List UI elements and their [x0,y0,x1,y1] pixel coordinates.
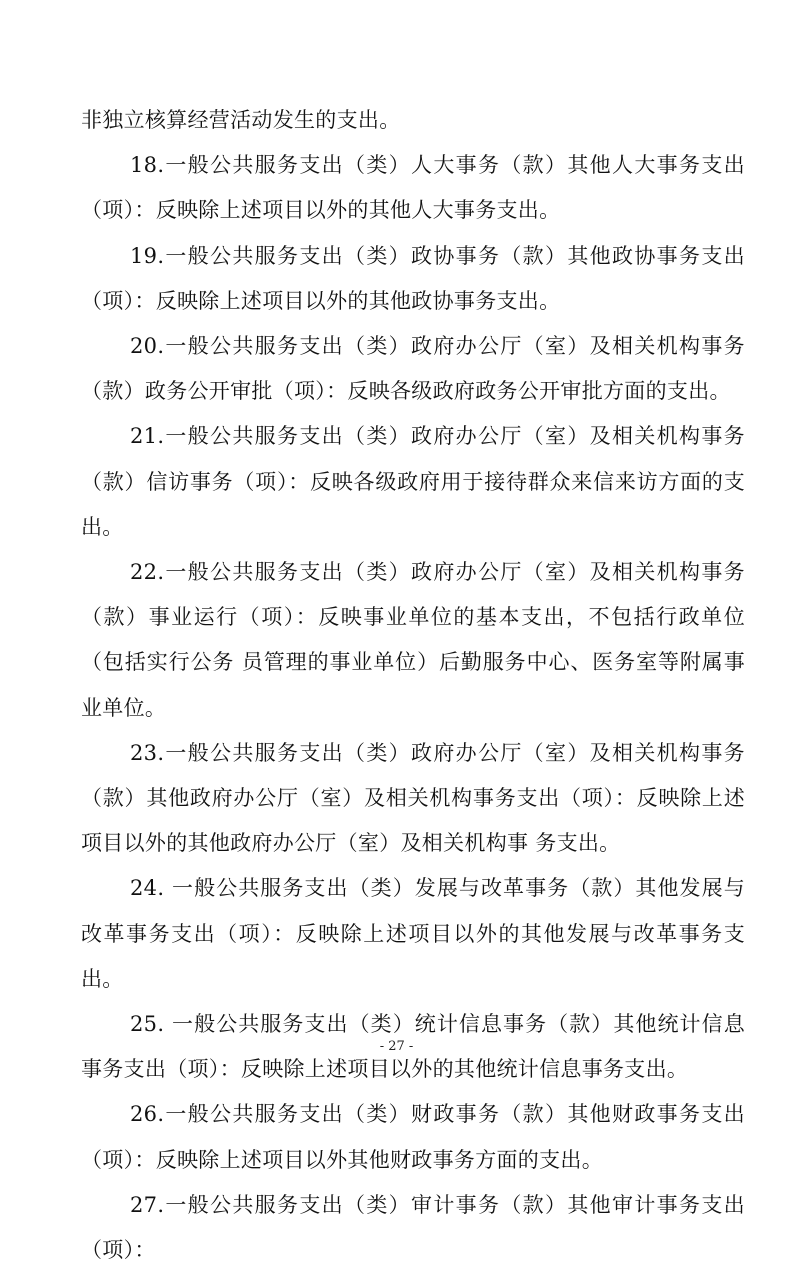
document-body [81,98,745,1273]
paragraph-item-19: 19.一般公共服务支出（类）政协事务（款）其他政协事务支出（项）：反映除上述项目以外的其他政协事务支出。 [81,243,745,313]
paragraph-item-26: 26.一般公共服务支出（类）财政事务（款）其他财政事务支出（项）：反映除上述项目以外其他财政事务方面的支出。 [81,1102,745,1172]
paragraph-item-18: 18.一般公共服务支出（类）人大事务（款）其他人大事务支出（项）：反映除上述项目以外的其他人大事务支出。 [81,153,745,223]
paragraph-item-23: 23.一般公共服务支出（类）政府办公厅（室）及相关机构事务（款）其他政府办公厅（室）及相关机构事务支出（项）：反映除上述项目以外的其他政府办公厅（室）及相关机构事 务支出。 [81,740,745,856]
paragraph-item-22: 22.一般公共服务支出（类）政府办公厅（室）及相关机构事务（款）事业运行（项）：反映事业单位的基本支出，不包括行政单位（包括实行公务 员管理的事业单位）后勤服务中心、医务室等附属事业单位。 [81,560,745,720]
paragraph-item-21: 21.一般公共服务支出（类）政府办公厅（室）及相关机构事务（款）信访事务（项）：反映各级政府用于接待群众来信来访方面的支出。 [81,424,745,539]
paragraph-item-24: 24. 一般公共服务支出（类）发展与改革事务（款）其他发展与改革事务支出（项）：反映除上述项目以外的其他发展与改革事务支出。 [81,876,745,991]
paragraph-item-25: 25. 一般公共服务支出（类）统计信息事务（款）其他统计信息事务支出（项）：反映除上述项目以外的其他统计信息事务支出。 [81,1012,745,1082]
paragraph-item-20: 20.一般公共服务支出（类）政府办公厅（室）及相关机构事务（款）政务公开审批（项）：反映各级政府政务公开审批方面的支出。 [81,334,745,404]
paragraph-item-27: 27.一般公共服务支出（类）审计事务（款）其他审计事务支出（项）： [81,1192,745,1263]
page-number: - 27 - [379,1039,414,1054]
paragraph-continuation: 非独立核算经营活动发生的支出。 [81,108,401,132]
